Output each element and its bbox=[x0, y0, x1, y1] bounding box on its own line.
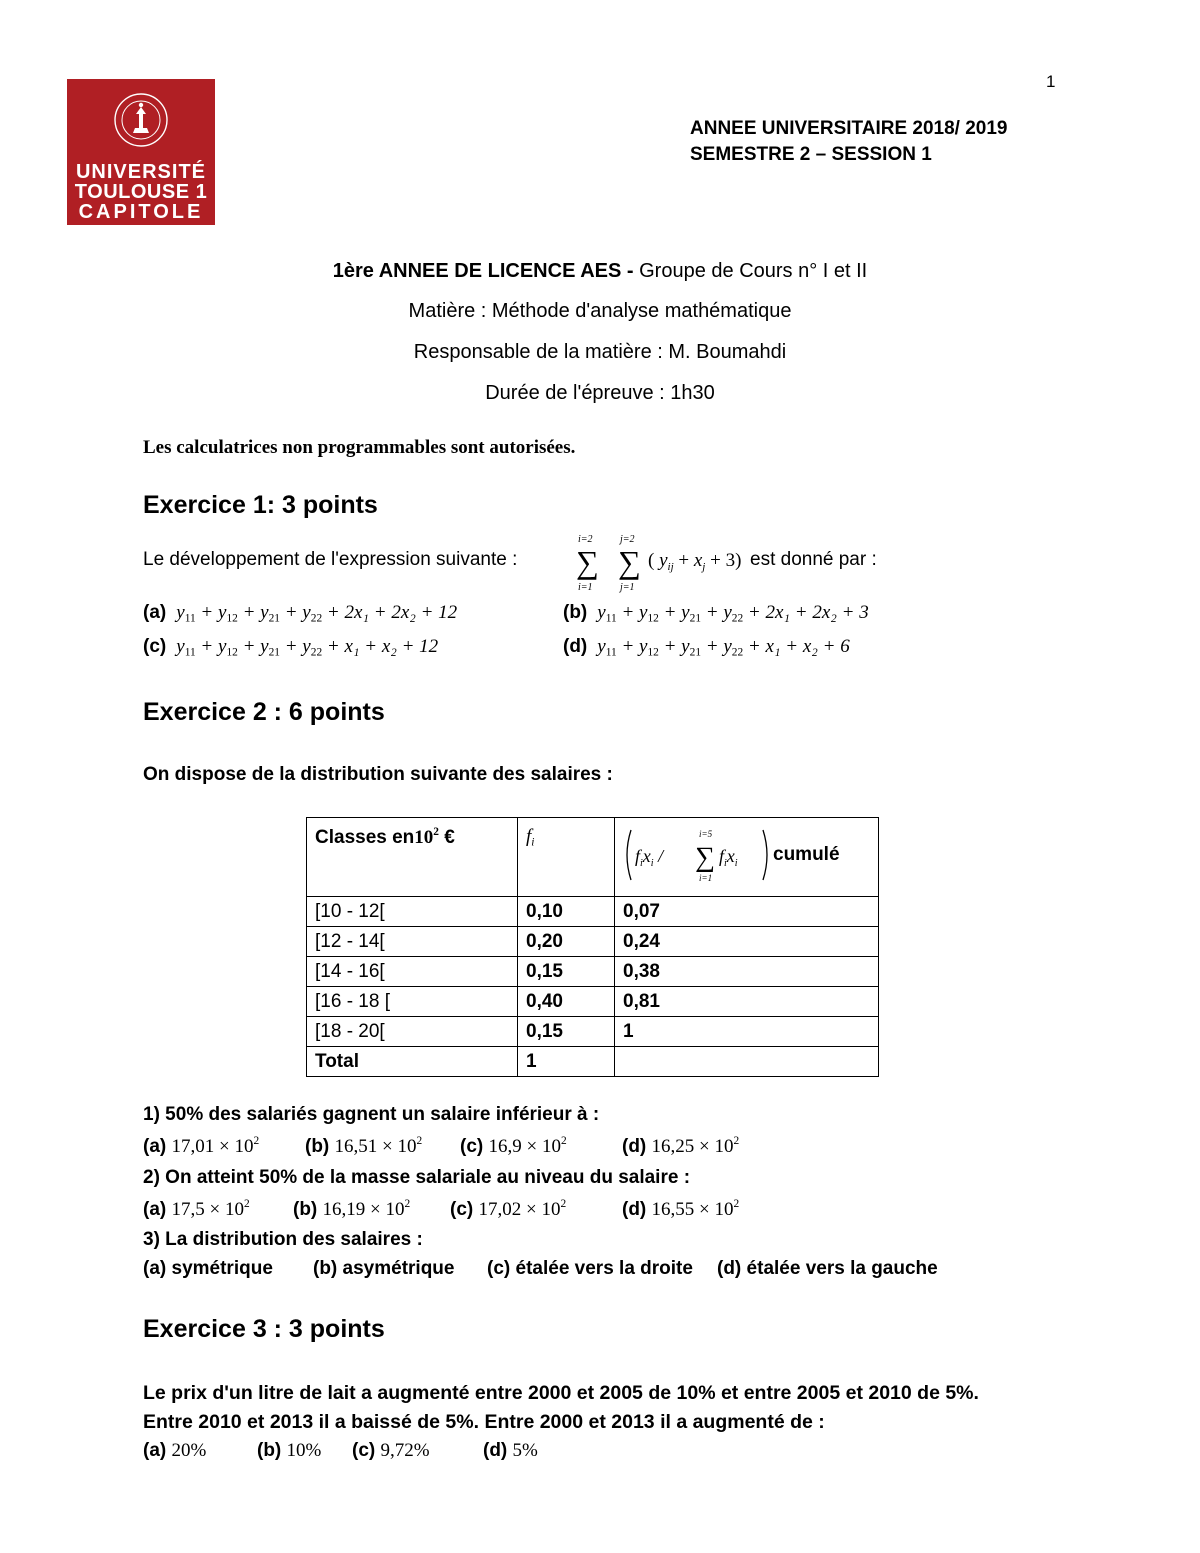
option-label: (c) bbox=[460, 1135, 484, 1157]
university-seal-icon bbox=[112, 91, 170, 149]
ex3-option-b bbox=[257, 1440, 321, 1462]
q3-option-d bbox=[717, 1258, 938, 1280]
cell-classe: [10 - 12[ bbox=[307, 897, 518, 927]
q1-option-d: (d) $16,25 \times 10^2$ bbox=[622, 1135, 740, 1157]
cell-cum: 0,07 bbox=[615, 897, 879, 927]
option-label: (a) bbox=[143, 1198, 167, 1220]
academic-year: ANNEE UNIVERSITAIRE 2018/ 2019 bbox=[690, 118, 1008, 139]
cell-classe: [14 - 16[ bbox=[307, 957, 518, 987]
question-2 bbox=[143, 1167, 690, 1189]
cell-cum bbox=[615, 1047, 879, 1077]
option-tail: + 2x₁ + 2x₂ + 12 bbox=[326, 602, 458, 623]
q1-option-a: (a) $17,01 \times 10^2$ bbox=[143, 1135, 260, 1157]
ex1-option-a bbox=[143, 602, 457, 624]
option-label: (d) bbox=[622, 1135, 647, 1157]
responsable-label: Responsable de la matière : bbox=[413, 341, 663, 363]
cell-fi: 0,10 bbox=[518, 897, 615, 927]
exercise-1-intro-end: est donné par : bbox=[750, 549, 877, 570]
licence-line bbox=[0, 260, 1200, 283]
option-label: (d) bbox=[622, 1198, 647, 1220]
option-label: (b) bbox=[563, 602, 588, 623]
calculator-note: Les calculatrices non programmables sont autorisées. bbox=[143, 437, 576, 458]
exercise-3-line-1: Le prix d'un litre de lait a augmenté entre 2000 et 2005 de 10% et entre 2005 et 2010 de 5%. bbox=[143, 1382, 979, 1404]
q1-option-c: (c) $16,9 \times 10^2$ bbox=[460, 1135, 567, 1157]
ex3-option-a bbox=[143, 1440, 206, 1462]
option-value: 9,72% bbox=[380, 1440, 430, 1461]
table-row bbox=[307, 957, 879, 987]
logo-line-2: TOULOUSE 1 bbox=[74, 181, 208, 203]
exercise-2-intro: On dispose de la distribution suivante des salaires : bbox=[143, 764, 613, 785]
option-value: étalée vers la gauche bbox=[741, 1258, 938, 1279]
option-label: (c) bbox=[450, 1198, 474, 1220]
question-text: On atteint 50% de la masse salariale au niveau du salaire : bbox=[159, 1167, 691, 1188]
duree-value: 1h30 bbox=[664, 382, 715, 404]
option-value: 17,02 bbox=[478, 1198, 522, 1220]
option-label: (c) bbox=[143, 636, 167, 657]
ex1-option-d-formula: $y_{11} + y_{12} + y_{21} + y_{22} + x_1 + x_2 + 6$ bbox=[592, 636, 850, 659]
table-row bbox=[307, 1017, 879, 1047]
svg-text:i=2: i=2 bbox=[578, 534, 593, 545]
q2-option-d: (d) $16,55 \times 10^2$ bbox=[622, 1198, 740, 1220]
page-number: 1 bbox=[1046, 72, 1056, 91]
ex3-option-d bbox=[483, 1440, 538, 1462]
option-label: (b) bbox=[257, 1440, 282, 1461]
ex3-option-c bbox=[352, 1440, 430, 1462]
q2-option-c: (c) $17,02 \times 10^2$ bbox=[450, 1198, 567, 1220]
cell-fi: 0,20 bbox=[518, 927, 615, 957]
svg-text:∑: ∑ bbox=[576, 544, 599, 580]
cell-cum: 0,24 bbox=[615, 927, 879, 957]
cell-fi: 0,40 bbox=[518, 987, 615, 1017]
licence-group: Groupe de Cours n° I et II bbox=[633, 260, 868, 282]
option-value: 5% bbox=[512, 1440, 538, 1461]
option-value: 16,9 bbox=[488, 1135, 522, 1157]
q2-option-a: (a) $17,5 \times 10^2$ bbox=[143, 1198, 250, 1220]
table-row-total bbox=[307, 1047, 879, 1077]
question-text: 50% des salariés gagnent un salaire inférieur à : bbox=[159, 1104, 600, 1125]
header-fi: $f_i$ bbox=[518, 818, 615, 897]
option-label: (b) bbox=[313, 1258, 338, 1279]
logo-line-3: CAPITOLE bbox=[78, 201, 204, 223]
table-header-row bbox=[307, 818, 879, 897]
option-value: symétrique bbox=[166, 1258, 273, 1279]
option-label: (c) bbox=[352, 1440, 376, 1461]
svg-text:j=1: j=1 bbox=[620, 582, 635, 593]
q3-option-c bbox=[487, 1258, 693, 1280]
svg-text:i=1: i=1 bbox=[578, 582, 593, 593]
svg-text:∑: ∑ bbox=[618, 544, 641, 580]
university-logo bbox=[67, 79, 215, 225]
option-value: 16,19 bbox=[322, 1198, 366, 1220]
option-tail: + x₁ + x₂ + 12 bbox=[326, 636, 439, 657]
header-classes: Classes $en10^2$ € bbox=[307, 818, 518, 897]
question-3 bbox=[143, 1229, 423, 1251]
cell-fi: 1 bbox=[518, 1047, 615, 1077]
matiere-label: Matière : bbox=[408, 300, 487, 322]
exercise-2-title: Exercice 2 : 6 points bbox=[143, 698, 385, 726]
cell-cum: 1 bbox=[615, 1017, 879, 1047]
option-label: (a) bbox=[143, 1135, 167, 1157]
cell-classe: [16 - 18 [ bbox=[307, 987, 518, 1017]
matiere-line bbox=[0, 300, 1200, 323]
svg-text:fixi: $f_ix_i$ bbox=[719, 846, 738, 869]
cell-cum: 0,38 bbox=[615, 957, 879, 987]
option-label: (a) bbox=[143, 602, 167, 623]
ex1-option-b bbox=[563, 602, 869, 624]
header-classes-label: Classes en bbox=[315, 826, 415, 848]
svg-text:j=2: j=2 bbox=[620, 534, 635, 545]
cell-classe: [18 - 20[ bbox=[307, 1017, 518, 1047]
q3-option-b bbox=[313, 1258, 455, 1280]
exercise-1-title: Exercice 1: 3 points bbox=[143, 491, 378, 519]
svg-text:fixi /: $f_ix_i$ / bbox=[635, 846, 664, 869]
option-value: 17,01 bbox=[171, 1135, 215, 1157]
matiere-value: Méthode d'analyse mathématique bbox=[486, 300, 792, 322]
option-value: asymétrique bbox=[337, 1258, 455, 1279]
option-label: (d) bbox=[563, 636, 588, 657]
cell-fi: 0,15 bbox=[518, 957, 615, 987]
ex1-option-b-formula: $y_{11} + y_{12} + y_{21} + y_{22} + 2x_1 + 2x_2 + 3$ bbox=[592, 602, 869, 625]
cell-cum: 0,81 bbox=[615, 987, 879, 1017]
option-label: (b) bbox=[305, 1135, 330, 1157]
table-row bbox=[307, 987, 879, 1017]
ex1-option-a-formula: $y_{11} + y_{12} + y_{21} + y_{22} + 2x_1 + 2x_2 + 12$ bbox=[171, 602, 458, 625]
cell-classe: Total bbox=[307, 1047, 518, 1077]
option-value: étalée vers la droite bbox=[510, 1258, 693, 1279]
cumulative-formula bbox=[623, 826, 773, 884]
cell-fi: 0,15 bbox=[518, 1017, 615, 1047]
cell-classe: [12 - 14[ bbox=[307, 927, 518, 957]
duree-label: Durée de l'épreuve : bbox=[485, 382, 665, 404]
question-text: La distribution des salaires : bbox=[159, 1229, 423, 1250]
question-number: 2) bbox=[143, 1167, 160, 1188]
option-tail: + x₁ + x₂ + 6 bbox=[747, 636, 850, 657]
svg-text:( yij + xj + 3): ( $y_{ij} + x_j + 3$) bbox=[648, 550, 742, 573]
q3-option-a bbox=[143, 1258, 273, 1280]
duree-line bbox=[0, 382, 1200, 405]
q2-option-b: (b) $16,19 \times 10^2$ bbox=[293, 1198, 411, 1220]
header-currency: € bbox=[444, 826, 455, 848]
salary-distribution-table bbox=[306, 817, 879, 1077]
responsable-line bbox=[0, 341, 1200, 364]
exercise-3-line-2: Entre 2010 et 2013 il a baissé de 5%. Entre 2000 et 2013 il a augmenté de : bbox=[143, 1411, 825, 1433]
option-tail: + 2x₁ + 2x₂ + 3 bbox=[747, 602, 869, 623]
responsable-value: M. Boumahdi bbox=[662, 341, 787, 363]
question-number: 1) bbox=[143, 1104, 160, 1125]
table-row bbox=[307, 897, 879, 927]
double-sum-formula bbox=[572, 533, 747, 595]
semester-session: SEMESTRE 2 – SESSION 1 bbox=[690, 144, 932, 165]
option-value: 16,55 bbox=[651, 1198, 695, 1220]
option-value: 17,5 bbox=[171, 1198, 205, 1220]
ex1-option-d bbox=[563, 636, 850, 658]
option-value: 10% bbox=[286, 1440, 322, 1461]
svg-text:∑: ∑ bbox=[695, 842, 715, 873]
option-value: 16,25 bbox=[651, 1135, 695, 1157]
question-number: 3) bbox=[143, 1229, 160, 1250]
option-value: 20% bbox=[171, 1440, 207, 1461]
exercise-3-title: Exercice 3 : 3 points bbox=[143, 1315, 385, 1343]
exercise-1-intro: Le développement de l'expression suivante : bbox=[143, 549, 518, 570]
option-label: (a) bbox=[143, 1258, 167, 1279]
option-label: (d) bbox=[717, 1258, 742, 1279]
header-cumulative-label: cumulé bbox=[773, 844, 840, 866]
logo-line-1: UNIVERSITÉ bbox=[75, 161, 207, 183]
svg-text:i=1: i=1 bbox=[699, 873, 713, 883]
ex1-option-c bbox=[143, 636, 438, 658]
option-label: (c) bbox=[487, 1258, 511, 1279]
option-label: (b) bbox=[293, 1198, 318, 1220]
header-cumulative bbox=[615, 818, 879, 897]
q1-option-b: (b) $16,51 \times 10^2$ bbox=[305, 1135, 423, 1157]
option-value: 16,51 bbox=[334, 1135, 378, 1157]
question-1 bbox=[143, 1104, 599, 1126]
option-label: (a) bbox=[143, 1440, 167, 1461]
ex1-option-c-formula: $y_{11} + y_{12} + y_{21} + y_{22} + x_1 + x_2 + 12$ bbox=[171, 636, 439, 659]
licence-label: 1ère ANNEE DE LICENCE AES - bbox=[332, 260, 634, 282]
option-label: (d) bbox=[483, 1440, 508, 1461]
table-row bbox=[307, 927, 879, 957]
svg-text:i=5: i=5 bbox=[699, 829, 713, 839]
